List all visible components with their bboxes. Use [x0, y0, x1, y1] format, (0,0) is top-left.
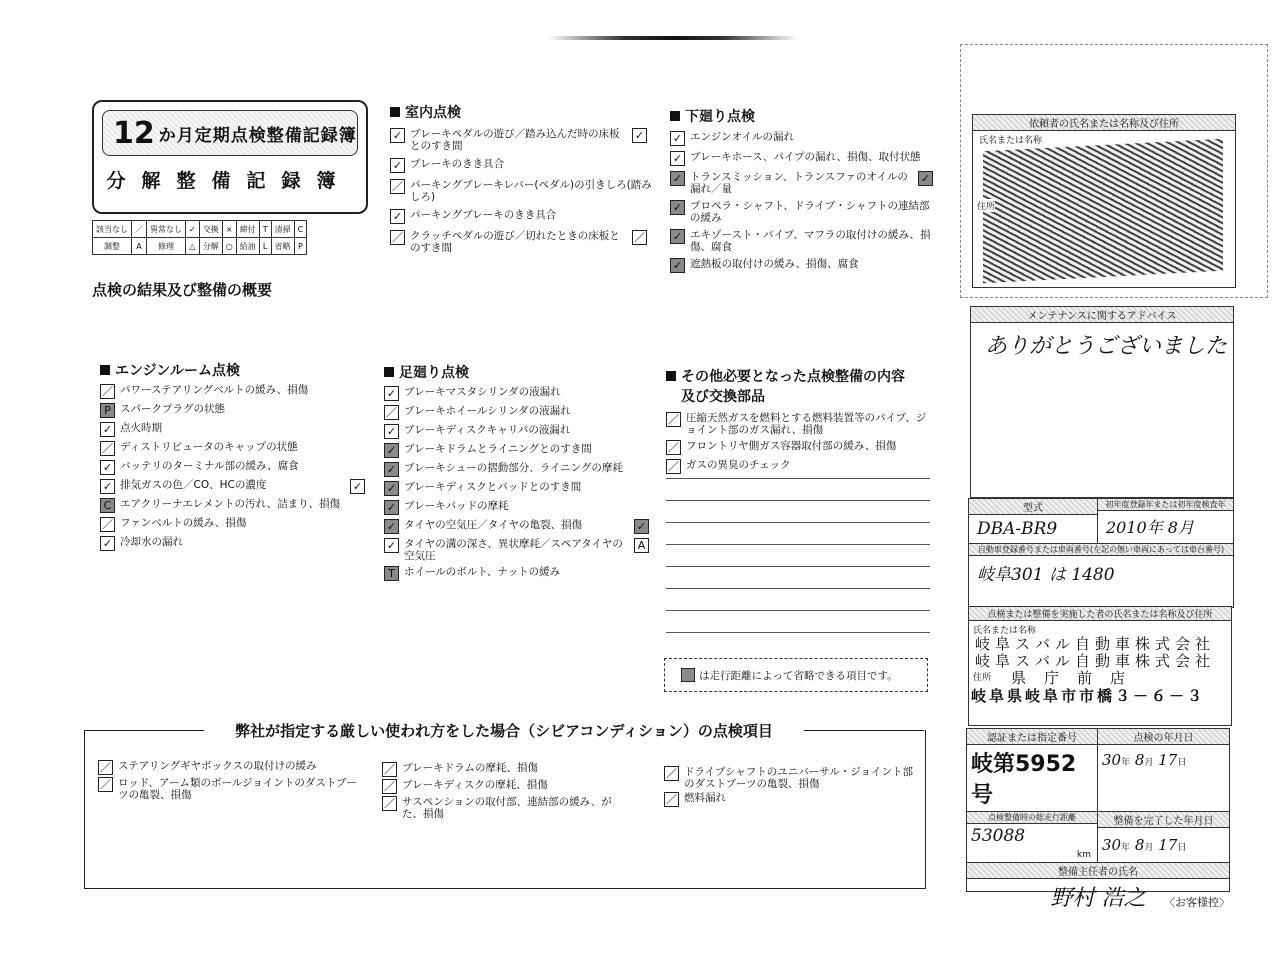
- checklist-item: [382, 779, 632, 794]
- check-mark: ✓: [384, 462, 399, 477]
- odometer-unit: km: [1077, 850, 1091, 860]
- inspection-date-label: 点検の年月日: [1098, 729, 1229, 745]
- legend-cell: △: [186, 238, 200, 255]
- first-reg-label: 初年度登録年または初年度検査年: [1098, 499, 1233, 511]
- item-text: 遮熱板の取付けの緩み、損傷、腐食: [690, 258, 859, 270]
- advice-text: ありがとうございました: [985, 334, 1228, 359]
- redacted-client-info: [983, 139, 1223, 284]
- legend-cell: L: [259, 238, 271, 255]
- item-text: 排気ガスの色／CO、HCの濃度: [120, 479, 267, 491]
- check-mark: ／: [100, 778, 111, 791]
- check-mark: ✓: [384, 424, 399, 439]
- gray-swatch: [681, 668, 695, 682]
- client-heading: 依頼者の氏名または名称及び住所: [973, 115, 1235, 131]
- shop-branch: 県庁前店: [1011, 669, 1144, 687]
- blank-line: [666, 522, 930, 523]
- check-mark: ✓: [670, 131, 685, 146]
- legend-cell: 修理: [147, 238, 186, 255]
- checklist-item: [100, 460, 370, 475]
- checklist-item: [390, 179, 652, 203]
- cert-number: 岐第5952号: [971, 752, 1077, 808]
- client-box: [972, 114, 1236, 288]
- mileage-note-box: [664, 658, 928, 692]
- check-mark: ／: [668, 460, 679, 473]
- checklist-item: [670, 229, 938, 253]
- checklist-item: [384, 500, 654, 515]
- secondary-check-mark: A: [634, 538, 649, 553]
- check-mark: ✓: [384, 386, 399, 401]
- checklist-item: [670, 171, 938, 195]
- checklist-item: [100, 536, 370, 551]
- checklist-item: [382, 796, 632, 820]
- legend-cell: ✓: [186, 221, 200, 238]
- item-text: ドライブシャフトのユニバーサル・ジョイント部のダストブーツの亀裂、損傷: [684, 766, 914, 790]
- severe-col-1: [98, 758, 358, 801]
- legend-cell: 清掃: [271, 221, 294, 238]
- check-mark: ✓: [384, 538, 399, 553]
- item-text: ステアリングギヤボックスの取付けの緩み: [118, 760, 317, 772]
- check-mark: ／: [666, 793, 677, 806]
- item-text: ブレーキドラムとライニングとのすき間: [404, 443, 592, 455]
- other-title-1: その他必要となった点検整備の内容: [681, 369, 905, 385]
- shop-name-2: 岐阜スバル自動車株式会社: [975, 652, 1216, 670]
- secondary-check-mark: ／: [634, 231, 645, 244]
- item-text: バッテリのターミナル部の緩み、腐食: [120, 460, 299, 472]
- checklist-item: [100, 498, 370, 513]
- secondary-check-mark: ✓: [634, 519, 649, 534]
- chassis-section: [384, 362, 654, 581]
- check-mark: ✓: [390, 209, 405, 224]
- completion-date-label: 整備を完了した年月日: [1098, 812, 1229, 828]
- engine-title: エンジンルーム点検: [115, 363, 240, 379]
- item-text: ブレーキパッドの摩耗: [404, 500, 509, 512]
- blank-line: [666, 478, 930, 479]
- other-section: [666, 366, 930, 474]
- check-mark: ✓: [384, 500, 399, 515]
- underbody-title: 下廻り点検: [685, 109, 755, 125]
- shop-address-label: 住所: [973, 673, 992, 683]
- item-text: 燃料漏れ: [684, 792, 726, 804]
- check-mark: ✓: [100, 460, 115, 475]
- check-mark: ✓: [100, 479, 115, 494]
- item-text: パーキングブレーキのきき具合: [410, 209, 557, 221]
- client-address-label: 住所: [977, 199, 995, 212]
- blank-line: [666, 610, 930, 611]
- check-mark: ✓: [384, 443, 399, 458]
- checklist-item: [100, 403, 370, 418]
- checklist-item: [98, 777, 358, 801]
- item-text: フロントリヤ側ガス容器取付部の緩み、損傷: [686, 440, 897, 452]
- item-text: パーキングブレーキレバー(ペダル)の引きしろ(踏みしろ): [410, 179, 652, 203]
- checklist-item: [384, 481, 654, 496]
- chassis-title: 足廻り点検: [399, 365, 469, 381]
- checklist-item: [384, 424, 654, 439]
- title-banner: [102, 110, 358, 156]
- item-text: ブレーキホイールシリンダの液漏れ: [404, 405, 571, 417]
- item-text: ブレーキディスクとパッドとのすき間: [404, 481, 582, 493]
- item-text: ディストリビュータのキャップの状態: [120, 441, 298, 453]
- item-text: サスペンションの取付部、連結部の緩み、がた、損傷: [402, 796, 612, 820]
- first-reg-value: 2010年 8月: [1106, 518, 1194, 537]
- item-text: ブレーキドラムの摩耗、損傷: [402, 762, 538, 774]
- checklist-item: [100, 517, 370, 532]
- scan-smudge: [548, 36, 798, 40]
- check-mark: ／: [668, 413, 679, 426]
- item-text: ファンベルトの緩み、損傷: [120, 517, 247, 529]
- item-text: ブレーキディスクキャリパの液漏れ: [404, 424, 571, 436]
- item-text: ブレーキのきき具合: [410, 158, 505, 170]
- check-mark: ／: [386, 406, 397, 419]
- check-mark: T: [384, 566, 399, 581]
- check-mark: ／: [102, 442, 113, 455]
- check-mark: ✓: [670, 229, 685, 244]
- underbody-list: [670, 131, 938, 273]
- other-title-2: 及び交換部品: [681, 389, 765, 405]
- inspection-date: 30年 8月 17日: [1102, 751, 1187, 769]
- item-text: ブレーキペダルの遊び／踏み込んだ時の床板とのすき間: [410, 128, 620, 152]
- completion-date: 30年 8月 17日: [1102, 836, 1187, 854]
- checklist-item: [666, 459, 930, 474]
- check-mark: ✓: [390, 128, 405, 143]
- engine-section: [100, 360, 370, 551]
- secondary-check-mark: ✓: [632, 128, 647, 143]
- checklist-item: [98, 760, 358, 775]
- check-mark: ✓: [670, 258, 685, 273]
- check-mark: ／: [666, 767, 677, 780]
- checklist-item: [100, 384, 370, 399]
- check-mark: ✓: [100, 422, 115, 437]
- check-mark: ✓: [670, 200, 685, 215]
- shop-address: 岐阜県岐阜市市橋３－６－３: [971, 687, 1206, 705]
- legend-cell: 省略: [271, 238, 294, 255]
- item-text: エアクリーナエレメントの汚れ、詰まり、損傷: [120, 498, 341, 510]
- shop-heading: 点検または整備を実施した者の氏名または名称及び住所: [969, 607, 1231, 621]
- shop-box: [968, 606, 1232, 726]
- item-text: ホイールのボルト、ナットの緩み: [404, 566, 561, 578]
- check-mark: P: [100, 403, 115, 418]
- checklist-item: [670, 200, 938, 224]
- severe-col-3: [664, 764, 914, 807]
- underbody-section: [670, 106, 938, 273]
- check-mark: ／: [668, 441, 679, 454]
- mark-legend: [92, 220, 307, 255]
- checklist-item: [384, 386, 654, 401]
- checklist-item: [384, 443, 654, 458]
- check-mark: C: [100, 498, 115, 513]
- item-text: ブレーキディスクの摩耗、損傷: [402, 779, 548, 791]
- record-title-box: [92, 100, 368, 214]
- mileage-note: は走行距離によって省略できる項目です。: [699, 669, 898, 682]
- chassis-list: [384, 386, 654, 581]
- model-value: DBA-BR9: [977, 519, 1058, 539]
- check-mark: ✓: [670, 171, 685, 186]
- legend-cell: P: [294, 238, 307, 255]
- item-text: 点火時期: [120, 422, 162, 434]
- legend-cell: 給油: [236, 238, 259, 255]
- cert-label: 認証または指定番号: [967, 729, 1097, 745]
- item-text: 圧縮天然ガスを燃料とする燃料装置等のパイプ、ジョイント部のガス漏れ、損傷: [686, 412, 927, 436]
- checklist-item: [390, 209, 652, 224]
- engine-list: [100, 384, 370, 551]
- check-mark: ✓: [384, 519, 399, 534]
- checklist-item: [384, 462, 654, 477]
- checklist-item: [384, 566, 654, 581]
- item-text: プロペラ・シャフト、ドライブ・シャフトの連結部の緩み: [690, 200, 930, 224]
- blank-line: [666, 588, 930, 589]
- item-text: 冷却水の漏れ: [120, 536, 183, 548]
- checklist-item: [384, 519, 654, 534]
- legend-cell: 該当なし: [93, 221, 132, 238]
- checklist-item: [670, 131, 938, 146]
- item-text: ガスの異臭のチェック: [686, 459, 791, 471]
- chief-name: 野村 浩之: [1050, 886, 1146, 911]
- check-mark: ✓: [100, 536, 115, 551]
- item-text: ブレーキマスタシリンダの液漏れ: [404, 386, 561, 398]
- checklist-item: [100, 422, 370, 437]
- check-mark: ／: [392, 231, 403, 244]
- legend-cell: ／: [132, 221, 147, 238]
- model-label: 型式: [969, 499, 1097, 515]
- odometer-value: 53088: [971, 826, 1026, 846]
- legend-cell: ○: [222, 238, 236, 255]
- title-text: か月定期点検整備記録簿: [158, 125, 357, 146]
- item-text: エキゾースト・パイプ、マフラの取付けの緩み、損傷、腐食: [690, 229, 931, 253]
- checklist-item: [390, 128, 652, 152]
- check-mark: ／: [102, 518, 113, 531]
- checklist-item: [100, 441, 370, 456]
- check-mark: ✓: [670, 151, 685, 166]
- checklist-item: [384, 405, 654, 420]
- shop-name-1: 岐阜スバル自動車株式会社: [975, 635, 1216, 653]
- legend-cell: A: [132, 238, 147, 255]
- interior-section: [390, 102, 652, 254]
- legend-row: [93, 238, 307, 255]
- legend-cell: 分解: [199, 238, 222, 255]
- item-text: ブレーキシューの摺動部分、ライニングの摩耗: [404, 462, 623, 474]
- blank-line: [666, 632, 930, 633]
- interior-title: 室内点検: [405, 105, 461, 121]
- client-name-label: 氏名または名称: [979, 136, 1043, 146]
- item-text: トランスミッション、トランスファのオイルの漏れ／量: [690, 171, 908, 195]
- reg-no-value: 岐阜301 は 1480: [977, 565, 1115, 585]
- check-mark: ✓: [390, 158, 405, 173]
- other-list: [666, 412, 930, 474]
- reg-no-label: 自動車登録番号または車両番号(左記の無い車両にあっては車台番号): [969, 543, 1233, 556]
- check-mark: ／: [384, 780, 395, 793]
- interior-list: [390, 128, 652, 254]
- item-text: タイヤの溝の深さ、異状摩耗／スペアタイヤの空気圧: [404, 538, 623, 562]
- blank-line: [666, 500, 930, 501]
- title-number: 12: [113, 115, 155, 151]
- checklist-item: [100, 479, 370, 494]
- item-text: エンジンオイルの漏れ: [690, 131, 794, 143]
- secondary-check-mark: ✓: [918, 171, 933, 186]
- shop-name-label: 氏名または名称: [973, 626, 1037, 636]
- item-text: ロッド、アーム類のボールジョイントのダストブーツの亀裂、損傷: [118, 777, 357, 801]
- checklist-item: [666, 412, 930, 436]
- legend-cell: ×: [222, 221, 236, 238]
- checklist-item: [390, 158, 652, 173]
- vehicle-box: [968, 498, 1234, 608]
- advice-box: [970, 306, 1234, 498]
- check-mark: ✓: [384, 481, 399, 496]
- check-mark: ／: [384, 797, 395, 810]
- item-text: タイヤの空気圧／タイヤの亀裂、損傷: [404, 519, 583, 531]
- checklist-item: [670, 151, 938, 166]
- odometer-label: 点検整備時の総走行距離: [967, 812, 1097, 824]
- checklist-item: [384, 538, 654, 562]
- summary-heading: 点検の結果及び整備の概要: [92, 281, 273, 299]
- legend-cell: T: [259, 221, 271, 238]
- item-text: パワーステアリングベルトの緩み、損傷: [120, 384, 309, 396]
- blank-line: [666, 566, 930, 567]
- item-text: ブレーキホース、パイプの漏れ、損傷、取付状態: [690, 151, 921, 163]
- check-mark: ／: [392, 180, 403, 193]
- subtitle: 分解整備記録簿: [106, 170, 352, 192]
- severe-col-2: [382, 760, 632, 820]
- item-text: スパークプラグの状態: [120, 403, 225, 415]
- checklist-item: [382, 762, 632, 777]
- customer-copy-label: 〈お客様控〉: [1164, 896, 1230, 909]
- checklist-item: [670, 258, 938, 273]
- item-text: クラッチペダルの遊び／切れたときの床板とのすき間: [410, 230, 620, 254]
- legend-cell: 締付: [236, 221, 259, 238]
- legend-cell: C: [294, 221, 307, 238]
- checklist-item: [666, 440, 930, 455]
- legend-cell: 交換: [199, 221, 222, 238]
- checklist-item: [664, 766, 914, 790]
- checklist-item: [390, 230, 652, 254]
- blank-line: [666, 544, 930, 545]
- secondary-check-mark: ✓: [350, 479, 365, 494]
- legend-cell: 異常なし: [147, 221, 186, 238]
- severe-title: 弊社が指定する厳しい使われ方をした場合（シビアコンディション）の点検項目: [235, 722, 773, 740]
- check-mark: ／: [384, 763, 395, 776]
- legend-row: [93, 221, 307, 238]
- check-mark: ／: [102, 385, 113, 398]
- legend-cell: 調整: [93, 238, 132, 255]
- advice-heading: メンテナンスに関するアドバイス: [971, 307, 1233, 323]
- chief-label: 整備主任者の氏名: [967, 863, 1229, 879]
- checklist-item: [664, 792, 914, 807]
- check-mark: ／: [100, 761, 111, 774]
